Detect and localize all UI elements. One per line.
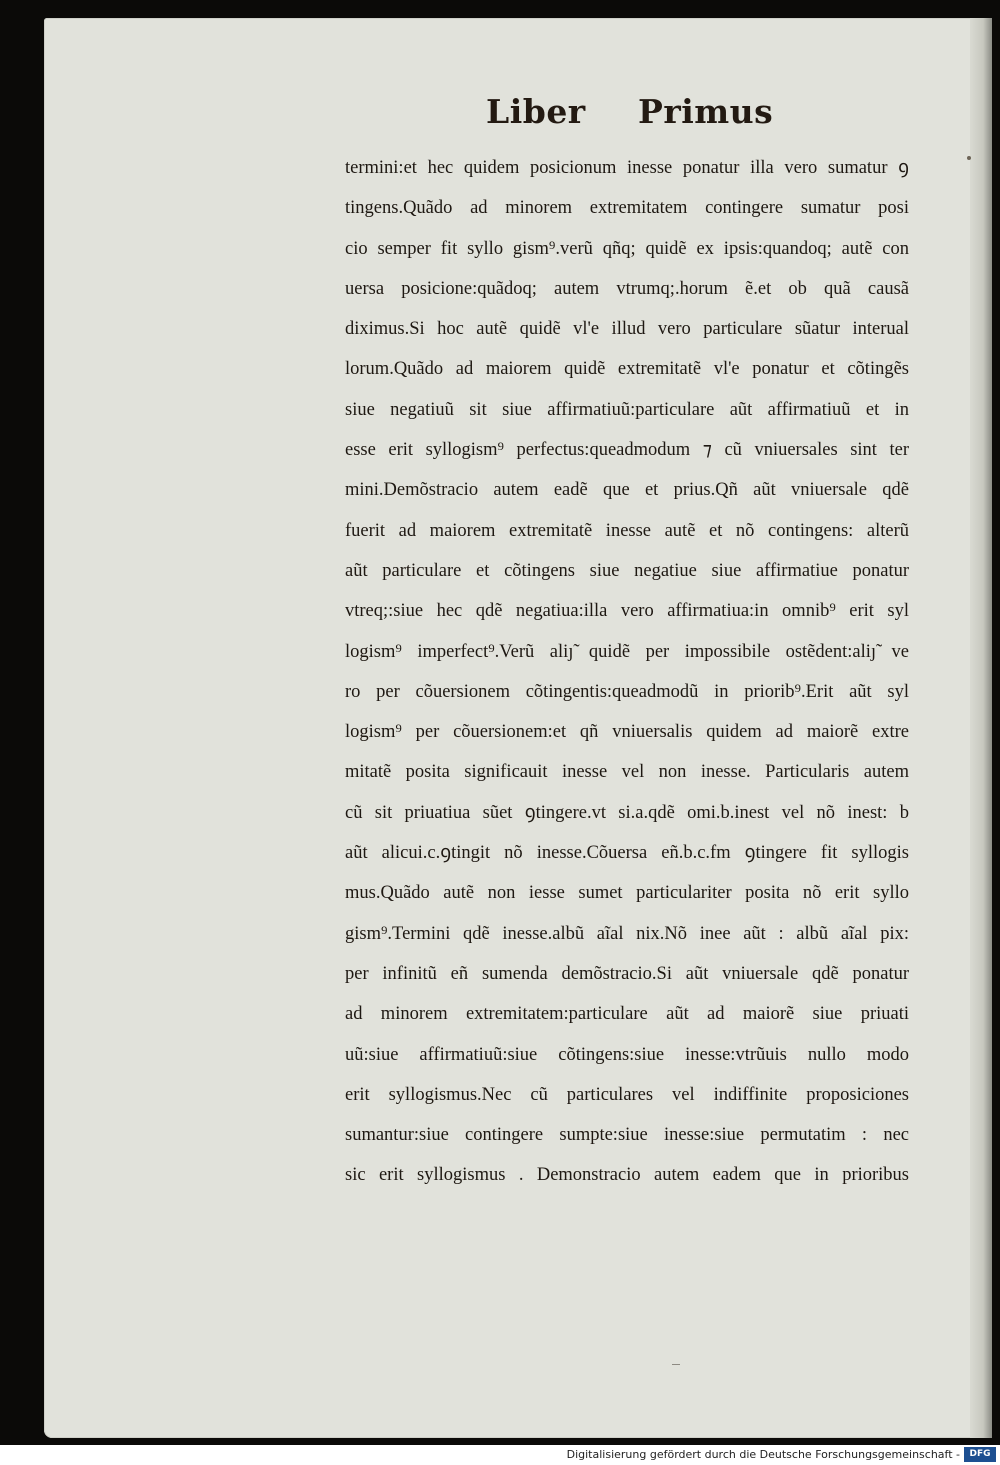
dfg-logo-icon: DFG: [964, 1447, 996, 1462]
text-line: aũt alicui.c.ꝯtingit nõ inesse.Cõuersa eñ.b.c.fm ꝯtingere fit syllogis: [345, 843, 909, 864]
footer-credit: Digitalisierung gefördert durch die Deutsche Forschungsgemeinschaft -: [566, 1448, 960, 1461]
text-line: diximus.Si hoc autẽ quidẽ vl'e illud vero particulare sũatur interual: [345, 319, 909, 340]
text-line: sic erit syllogismus . Demonstracio autem eadem que in prioribus: [345, 1165, 909, 1186]
text-line: uersa posicione:quãdoq; autem vtrumq;.horum ẽ.et ob quã causã: [345, 278, 909, 299]
text-line: siue negatiuũ sit siue affirmatiuũ:particulare aũt affirmatiuũ et in: [345, 399, 909, 420]
text-line: lorum.Quãdo ad maiorem quidẽ extremitatẽ vl'e ponatur et cõtingẽs: [345, 359, 909, 380]
text-line: erit syllogismus.Nec cũ particulares vel indiffinite proposiciones: [345, 1084, 909, 1105]
text-line: uũ:siue affirmatiuũ:siue cõtingens:siue inesse:vtrũuis nullo modo: [345, 1044, 909, 1065]
bottom-mark: [672, 1364, 680, 1365]
footer-bar: [0, 1445, 1000, 1465]
text-line: gism⁹.Termini qdẽ inesse.albũ aĩal nix.Nõ inee aũt : albũ aĩal pix:: [345, 923, 909, 944]
text-column: [345, 148, 909, 1196]
text-line: sumantur:siue contingere sumpte:siue inesse:siue permutatim : nec: [345, 1125, 909, 1146]
margin-mark: [967, 156, 971, 160]
text-line: logism⁹ imperfect⁹.Verũ aliȷ̃ quidẽ per impossibile ostẽdent:aliȷ̃ ve: [345, 641, 909, 662]
text-line: per infinitũ eñ sumenda demõstracio.Si aũt vniuersale qdẽ ponatur: [345, 963, 909, 984]
text-line: mitatẽ posita significauit inesse vel non inesse. Particularis autem: [345, 762, 909, 783]
text-line: vtreq;:siue hec qdẽ negatiua:illa vero affirmatiua:in omnib⁹ erit syl: [345, 601, 909, 622]
text-line: cio semper fit syllo gism⁹.verũ qñq; quidẽ ex ipsis:quandoq; autẽ con: [345, 238, 909, 259]
text-line: mini.Demõstracio autem eadẽ que et prius.Qñ aũt vniuersale qdẽ: [345, 480, 909, 501]
page-edge: [970, 18, 992, 1438]
text-line: tingens.Quãdo ad minorem extremitatem contingere sumatur posi: [345, 198, 909, 219]
heading-word-liber: Liber: [486, 92, 586, 131]
text-line: ro per cõuersionem cõtingentis:queadmodũ in priorib⁹.Erit aũt syl: [345, 681, 909, 702]
text-line: cũ sit priuatiua sũet ꝯtingere.vt si.a.qdẽ omi.b.inest vel nõ inest: b: [345, 802, 909, 823]
text-line: aũt particulare et cõtingens siue negatiue siue affirmatiue ponatur: [345, 560, 909, 581]
text-line: logism⁹ per cõuersionem:et qñ vniuersalis quidem ad maiorẽ extre: [345, 722, 909, 743]
text-line: fuerit ad maiorem extremitatẽ inesse autẽ et nõ contingens: alterũ: [345, 520, 909, 541]
heading-word-primus: Primus: [638, 92, 774, 131]
text-line: mus.Quãdo autẽ non iesse sumet particulariter posita nõ erit syllo: [345, 883, 909, 904]
text-line: termini:et hec quidem posicionum inesse ponatur illa vero sumatur ꝯ: [345, 158, 909, 178]
text-line: ad minorem extremitatem:particulare aũt ad maiorẽ siue priuati: [345, 1004, 909, 1025]
running-heading: [486, 92, 776, 136]
text-line: esse erit syllogism⁹ perfectus:queadmodum ⁊ cũ vniuersales sint ter: [345, 440, 909, 461]
